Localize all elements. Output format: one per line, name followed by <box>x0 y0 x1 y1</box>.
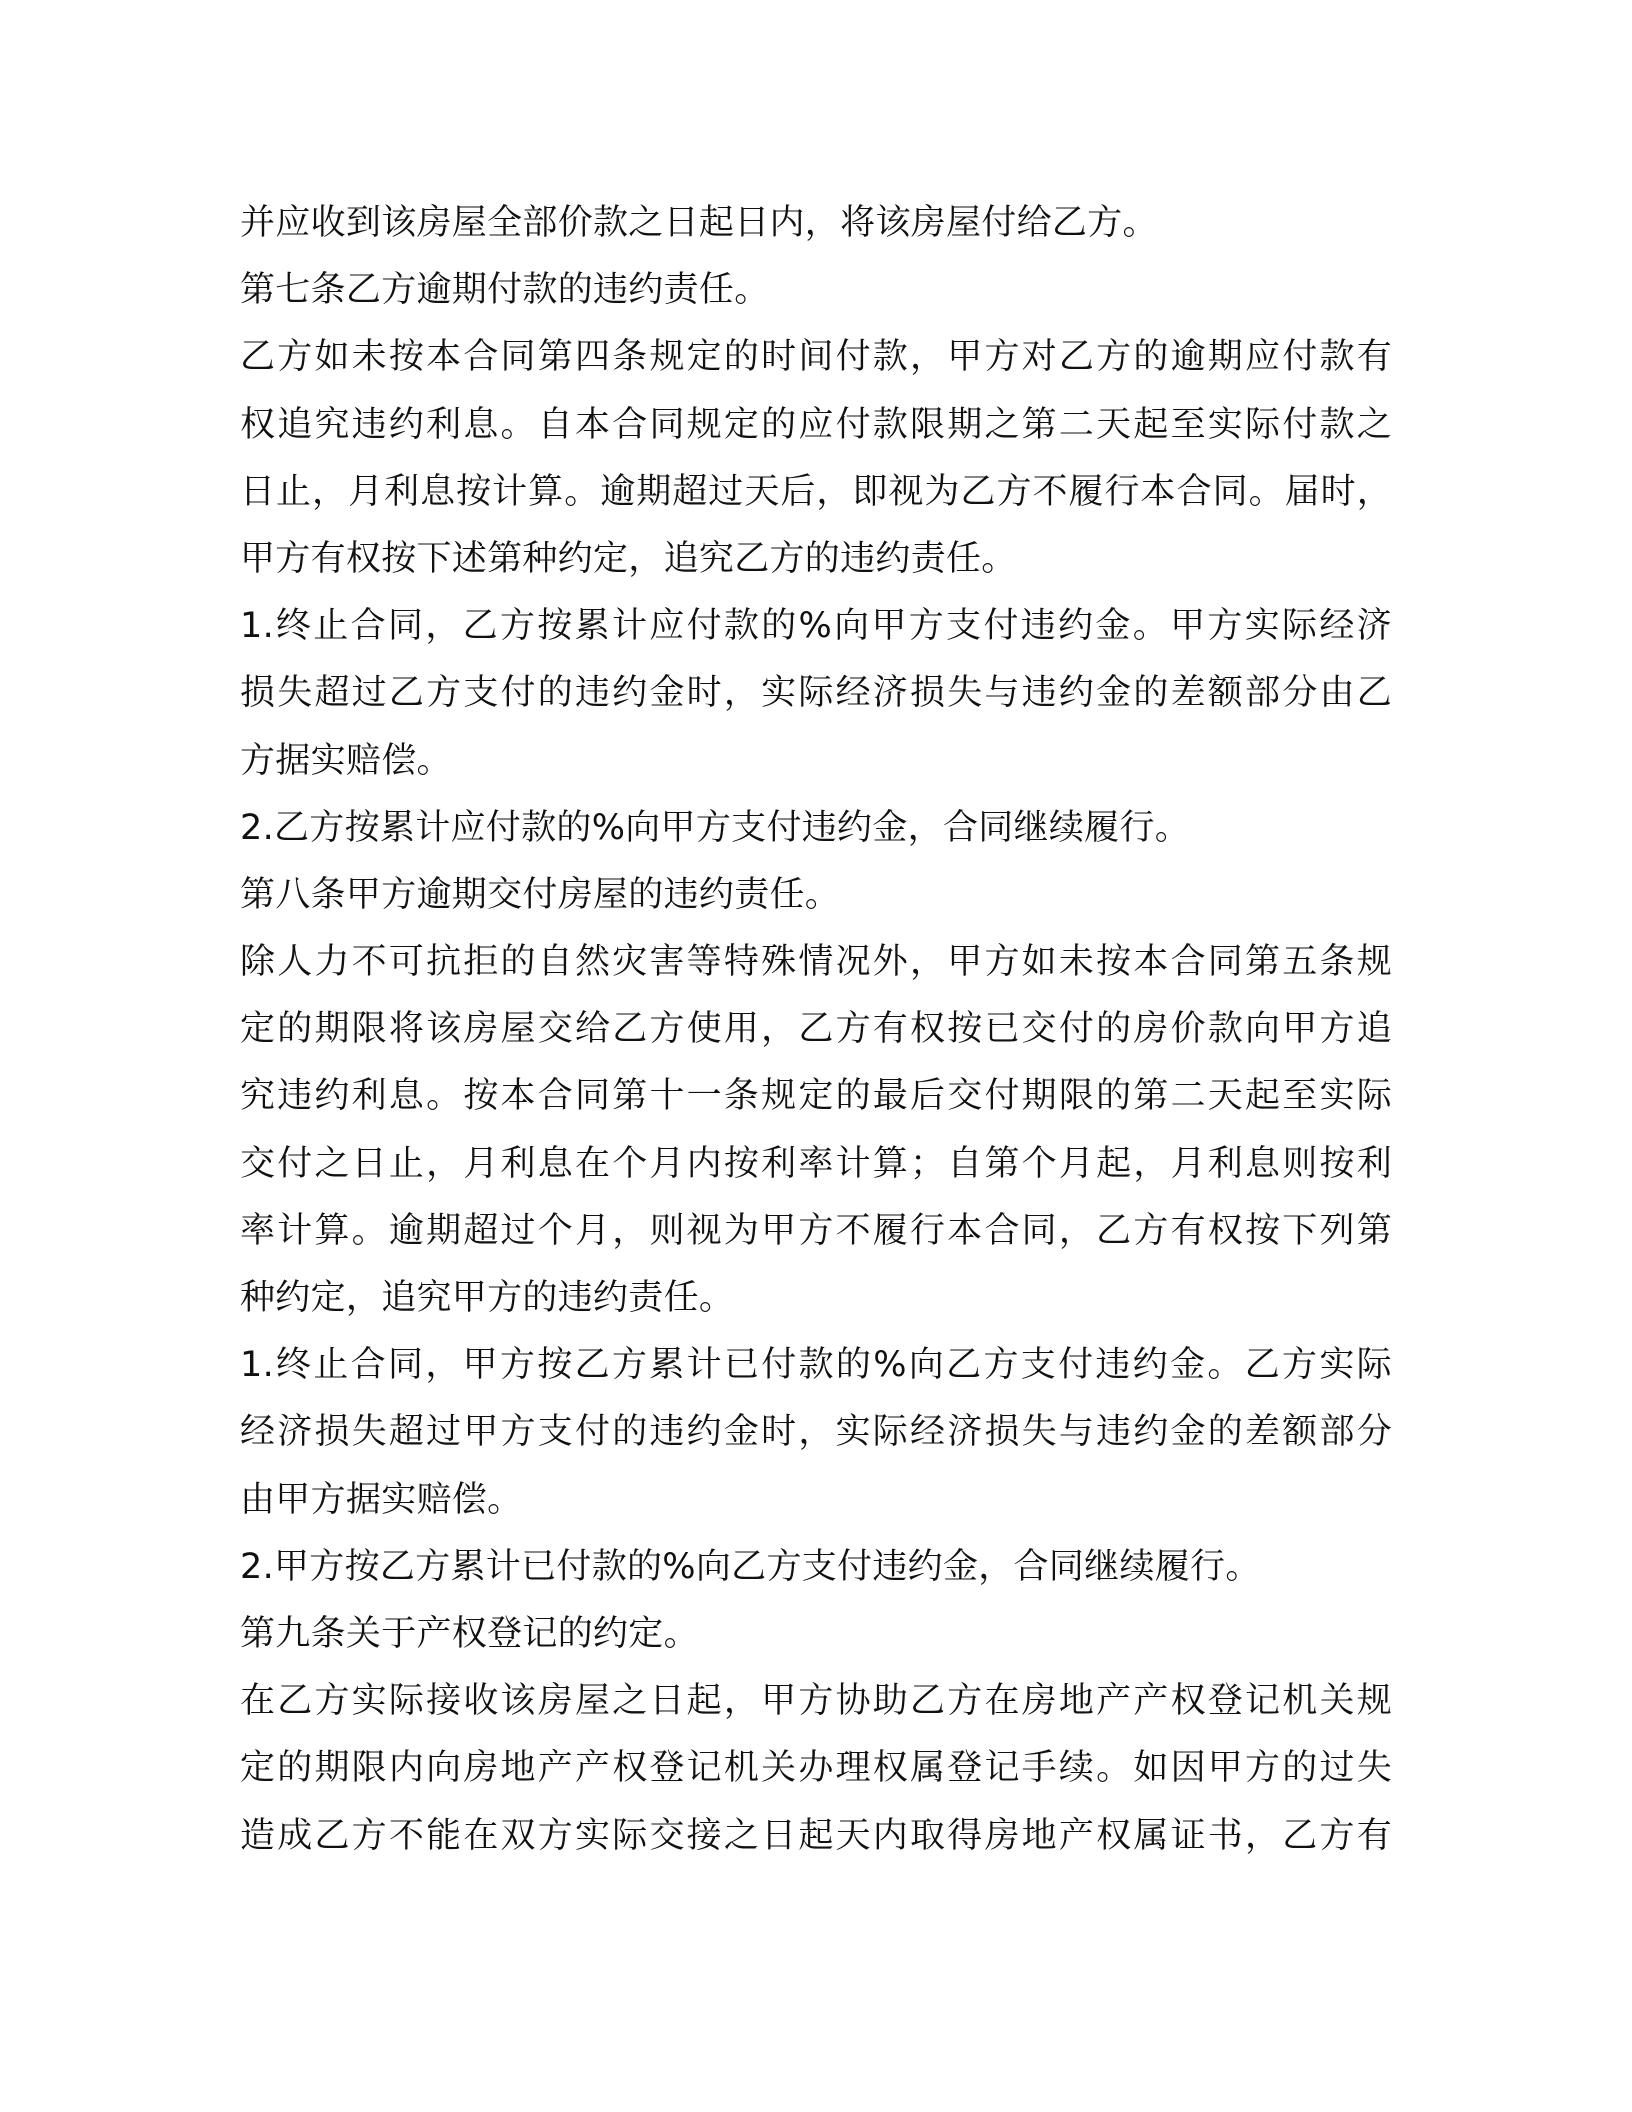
text-line: 经济损失超过甲方支付的违约金时，实际经济损失与违约金的差额部分 <box>240 1412 1392 1453</box>
contract-text-body <box>240 190 1392 1870</box>
text-line: 甲方有权按下述第种约定，追究乙方的违约责任。 <box>240 538 1017 579</box>
section-heading: 第九条关于产权登记的约定。 <box>240 1613 699 1654</box>
text-line: 除人力不可抗拒的自然灾害等特殊情况外，甲方如未按本合同第五条规 <box>240 942 1392 983</box>
text-line: 由甲方据实赔偿。 <box>240 1479 523 1520</box>
text-line: 率计算。逾期超过个月，则视为甲方不履行本合同，乙方有权按下列第 <box>240 1210 1392 1251</box>
text-line: 方据实赔偿。 <box>240 740 452 781</box>
text-line: 日止，月利息按计算。逾期超过天后，即视为乙方不履行本合同。届时， <box>240 471 1392 512</box>
text-line: 定的期限内向房地产产权登记机关办理权属登记手续。如因甲方的过失 <box>240 1748 1392 1789</box>
section-heading: 第七条乙方逾期付款的违约责任。 <box>240 270 770 311</box>
text-line: 交付之日止，月利息在个月内按利率计算；自第个月起，月利息则按利 <box>240 1143 1392 1184</box>
text-line: 并应收到该房屋全部价款之日起日内，将该房屋付给乙方。 <box>240 203 1158 243</box>
text-line: 造成乙方不能在双方实际交接之日起天内取得房地产权属证书，乙方有 <box>240 1815 1392 1856</box>
text-line: 究违约利息。按本合同第十一条规定的最后交付期限的第二天起至实际 <box>240 1076 1392 1117</box>
text-line: 种约定，追究甲方的违约责任。 <box>240 1278 735 1318</box>
text-line: 定的期限将该房屋交给乙方使用，乙方有权按已交付的房价款向甲方追 <box>240 1009 1392 1050</box>
text-line: 在乙方实际接收该房屋之日起，甲方协助乙方在房地产产权登记机关规 <box>240 1681 1392 1722</box>
text-line: 1.终止合同，甲方按乙方累计已付款的%向乙方支付违约金。乙方实际 <box>240 1345 1392 1386</box>
text-line: 乙方如未按本合同第四条规定的时间付款，甲方对乙方的逾期应付款有 <box>240 337 1392 378</box>
text-line: 2.甲方按乙方累计已付款的%向乙方支付违约金，合同继续履行。 <box>240 1546 1261 1587</box>
text-line: 权追究违约利息。自本合同规定的应付款限期之第二天起至实际付款之 <box>240 404 1392 445</box>
section-heading: 第八条甲方逾期交付房屋的违约责任。 <box>240 874 841 915</box>
text-line: 1.终止合同，乙方按累计应付款的%向甲方支付违约金。甲方实际经济 <box>240 606 1392 647</box>
text-line: 损失超过乙方支付的违约金时，实际经济损失与违约金的差额部分由乙 <box>240 673 1392 714</box>
text-line: 2.乙方按累计应付款的%向甲方支付违约金，合同继续履行。 <box>240 807 1191 848</box>
